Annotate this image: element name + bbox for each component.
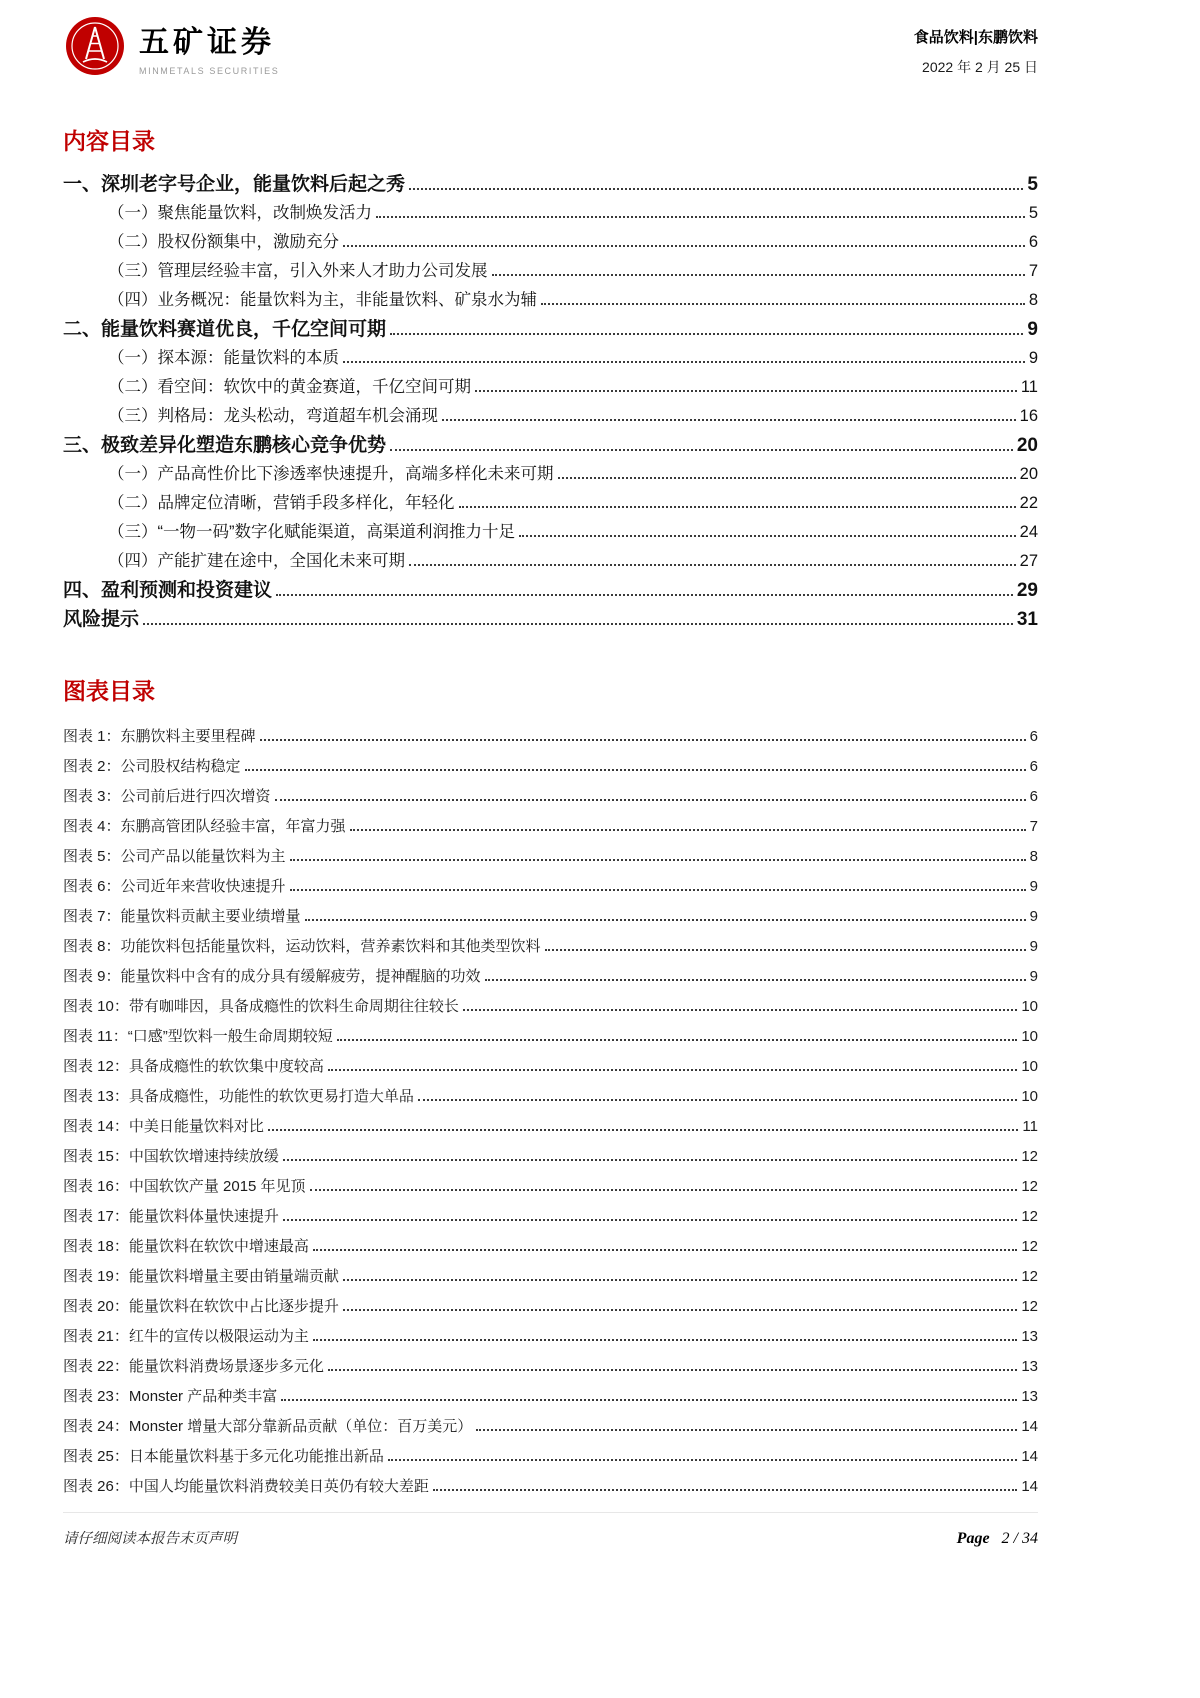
figure-entry[interactable] bbox=[63, 1112, 1038, 1142]
leader-dots bbox=[305, 919, 1026, 921]
figure-entry[interactable] bbox=[63, 1472, 1038, 1502]
figure-entry[interactable] bbox=[63, 902, 1038, 932]
figure-entry-page: 12 bbox=[1021, 1178, 1038, 1195]
toc-entry[interactable] bbox=[63, 228, 1038, 257]
toc-title: 内容目录 bbox=[63, 128, 155, 154]
leader-dots bbox=[519, 535, 1016, 537]
leader-dots bbox=[337, 1039, 1018, 1041]
leader-dots bbox=[388, 1459, 1017, 1461]
brand-name: 五矿证券 bbox=[139, 25, 275, 59]
leader-dots bbox=[328, 1069, 1017, 1071]
toc-entry[interactable] bbox=[63, 460, 1038, 489]
figure-entry-page: 8 bbox=[1029, 848, 1038, 865]
figure-entry-page: 10 bbox=[1021, 1058, 1038, 1075]
leader-dots bbox=[418, 1099, 1017, 1101]
figure-entry[interactable] bbox=[63, 1082, 1038, 1112]
leader-dots bbox=[283, 1219, 1017, 1221]
toc-entry[interactable] bbox=[63, 431, 1038, 460]
figure-entry-label: 图表 1：东鹏饮料主要里程碑 bbox=[63, 728, 256, 745]
figure-entry-page: 12 bbox=[1021, 1298, 1038, 1315]
toc-entry[interactable] bbox=[63, 518, 1038, 547]
toc-entry-label: 四、盈利预测和投资建议 bbox=[63, 580, 273, 601]
figure-entry-label: 图表 21：红牛的宣传以极限运动为主 bbox=[63, 1328, 309, 1345]
figure-entry-label: 图表 8：功能饮料包括能量饮料，运动饮料，营养素饮料和其他类型饮料 bbox=[63, 938, 541, 955]
figure-entry-page: 14 bbox=[1021, 1448, 1038, 1465]
figure-entry[interactable] bbox=[63, 1382, 1038, 1412]
figure-entry-page: 11 bbox=[1022, 1118, 1038, 1135]
leader-dots bbox=[545, 949, 1026, 951]
figure-entry-page: 10 bbox=[1021, 1088, 1038, 1105]
figure-entry-label: 图表 24：Monster 增量大部分靠新品贡献（单位：百万美元） bbox=[63, 1418, 473, 1435]
toc-entry-page: 24 bbox=[1019, 523, 1038, 541]
toc-entry-label: （三）管理层经验丰富，引入外来人才助力公司发展 bbox=[108, 262, 488, 280]
figure-entry[interactable] bbox=[63, 1022, 1038, 1052]
figure-entry-page: 12 bbox=[1021, 1208, 1038, 1225]
figure-entry[interactable] bbox=[63, 1202, 1038, 1232]
page-number: 2 / 34 bbox=[1001, 1530, 1038, 1547]
figure-entry-page: 13 bbox=[1021, 1388, 1038, 1405]
leader-dots bbox=[290, 859, 1026, 861]
figure-entry-page: 9 bbox=[1029, 968, 1038, 985]
toc-entry-label: （二）品牌定位清晰，营销手段多样化，年轻化 bbox=[108, 494, 455, 512]
figure-entry[interactable] bbox=[63, 872, 1038, 902]
figure-entry-label: 图表 7：能量饮料贡献主要业绩增量 bbox=[63, 908, 301, 925]
leader-dots bbox=[433, 1489, 1017, 1491]
toc-entry-page: 8 bbox=[1028, 291, 1038, 309]
figure-entry-label: 图表 13：具备成瘾性，功能性的软饮更易打造大单品 bbox=[63, 1088, 414, 1105]
figure-entry-label: 图表 15：中国软饮增速持续放缓 bbox=[63, 1148, 279, 1165]
figure-entry[interactable] bbox=[63, 1292, 1038, 1322]
toc-entry-label: （一）产品高性价比下渗透率快速提升，高端多样化未来可期 bbox=[108, 465, 554, 483]
figure-entry[interactable] bbox=[63, 722, 1038, 752]
figure-entry-page: 14 bbox=[1021, 1418, 1038, 1435]
toc-entry-label: （三）“一物一码”数字化赋能渠道，高渠道利润推力十足 bbox=[108, 523, 515, 541]
figure-entry-label: 图表 25：日本能量饮料基于多元化功能推出新品 bbox=[63, 1448, 384, 1465]
figure-entry-label: 图表 20：能量饮料在软饮中占比逐步提升 bbox=[63, 1298, 339, 1315]
leader-dots bbox=[409, 188, 1023, 190]
leader-dots bbox=[376, 216, 1025, 218]
figure-entry[interactable] bbox=[63, 1052, 1038, 1082]
leader-dots bbox=[459, 506, 1016, 508]
toc-entry[interactable] bbox=[63, 199, 1038, 228]
leader-dots bbox=[492, 274, 1025, 276]
figure-entry[interactable] bbox=[63, 812, 1038, 842]
leader-dots bbox=[343, 1309, 1017, 1311]
toc-entry-label: （二）看空间：软饮中的黄金赛道，千亿空间可期 bbox=[108, 378, 471, 396]
leader-dots bbox=[245, 769, 1026, 771]
brand-subtitle: MINMETALS SECURITIES bbox=[139, 65, 280, 76]
figure-entry[interactable] bbox=[63, 1442, 1038, 1472]
toc-entry-label: 三、极致差异化塑造东鹏核心竞争优势 bbox=[63, 435, 387, 456]
figure-entry-page: 9 bbox=[1029, 908, 1038, 925]
figure-entry[interactable] bbox=[63, 962, 1038, 992]
toc-entry[interactable] bbox=[63, 576, 1038, 605]
toc-entry[interactable] bbox=[63, 605, 1038, 634]
figure-entry-page: 13 bbox=[1021, 1358, 1038, 1375]
leader-dots bbox=[343, 1279, 1017, 1281]
toc-entry-label: （三）判格局：龙头松动，弯道超车机会涌现 bbox=[108, 407, 438, 425]
leader-dots bbox=[310, 1189, 1018, 1191]
figure-entry[interactable] bbox=[63, 932, 1038, 962]
figure-entry[interactable] bbox=[63, 1352, 1038, 1382]
toc-entry-page: 6 bbox=[1028, 233, 1038, 251]
toc-list bbox=[63, 170, 1038, 634]
toc-entry-page: 5 bbox=[1028, 204, 1038, 222]
figure-entry-label: 图表 3：公司前后进行四次增资 bbox=[63, 788, 271, 805]
figure-entry-label: 图表 22：能量饮料消费场景逐步多元化 bbox=[63, 1358, 324, 1375]
figure-entry[interactable] bbox=[63, 842, 1038, 872]
toc-entry-page: 16 bbox=[1019, 407, 1038, 425]
figure-entry-label: 图表 16：中国软饮产量 2015 年见顶 bbox=[63, 1178, 306, 1195]
figure-entry-page: 12 bbox=[1021, 1238, 1038, 1255]
figure-entry-label: 图表 6：公司近年来营收快速提升 bbox=[63, 878, 286, 895]
figure-entry-label: 图表 12：具备成瘾性的软饮集中度较高 bbox=[63, 1058, 324, 1075]
leader-dots bbox=[442, 419, 1016, 421]
figure-entry-label: 图表 2：公司股权结构稳定 bbox=[63, 758, 241, 775]
figure-entry[interactable] bbox=[63, 1412, 1038, 1442]
toc-entry-page: 5 bbox=[1027, 174, 1038, 195]
footer-disclaimer: 请仔细阅读本报告末页声明 bbox=[63, 1531, 237, 1547]
figure-entry-page: 12 bbox=[1021, 1268, 1038, 1285]
leader-dots bbox=[268, 1129, 1019, 1131]
toc-entry-page: 11 bbox=[1020, 378, 1038, 396]
figure-entry-page: 7 bbox=[1029, 818, 1038, 835]
toc-entry[interactable] bbox=[63, 547, 1038, 576]
figure-entry-page: 6 bbox=[1029, 728, 1038, 745]
figure-entry-page: 10 bbox=[1021, 998, 1038, 1015]
leader-dots bbox=[343, 361, 1025, 363]
leader-dots bbox=[260, 739, 1026, 741]
figure-entry-page: 6 bbox=[1029, 788, 1038, 805]
page-indicator bbox=[957, 1530, 1038, 1548]
figure-entry[interactable] bbox=[63, 752, 1038, 782]
leader-dots bbox=[143, 623, 1013, 625]
figure-entry-page: 9 bbox=[1029, 878, 1038, 895]
leader-dots bbox=[290, 889, 1026, 891]
report-footer bbox=[63, 1512, 1038, 1548]
figure-entry[interactable] bbox=[63, 1322, 1038, 1352]
leader-dots bbox=[558, 477, 1016, 479]
minmetals-logo-icon bbox=[63, 14, 127, 78]
figure-entry-label: 图表 4：东鹏高管团队经验丰富，年富力强 bbox=[63, 818, 346, 835]
figure-entry-label: 图表 5：公司产品以能量饮料为主 bbox=[63, 848, 286, 865]
report-date: 2022 年 2 月 25 日 bbox=[922, 59, 1038, 75]
figure-entry-page: 13 bbox=[1021, 1328, 1038, 1345]
toc-entry-page: 9 bbox=[1027, 319, 1038, 340]
figure-entry-page: 6 bbox=[1029, 758, 1038, 775]
figure-list bbox=[63, 722, 1038, 1502]
figure-entry[interactable] bbox=[63, 992, 1038, 1022]
leader-dots bbox=[390, 449, 1013, 451]
toc-entry[interactable] bbox=[63, 257, 1038, 286]
toc-entry[interactable] bbox=[63, 344, 1038, 373]
leader-dots bbox=[313, 1249, 1017, 1251]
report-category: 食品饮料|东鹏饮料 bbox=[913, 29, 1038, 46]
figure-entry-label: 图表 19：能量饮料增量主要由销量端贡献 bbox=[63, 1268, 339, 1285]
leader-dots bbox=[343, 245, 1025, 247]
toc-entry-label: 风险提示 bbox=[63, 609, 140, 630]
figure-entry[interactable] bbox=[63, 1142, 1038, 1172]
toc-entry[interactable] bbox=[63, 489, 1038, 518]
figure-entry-label: 图表 10：带有咖啡因，具备成瘾性的饮料生命周期往往较长 bbox=[63, 998, 459, 1015]
figure-entry-label: 图表 9：能量饮料中含有的成分具有缓解疲劳，提神醒脑的功效 bbox=[63, 968, 481, 985]
toc-entry-page: 29 bbox=[1016, 580, 1038, 601]
figure-entry-page: 9 bbox=[1029, 938, 1038, 955]
figure-entry-label: 图表 18：能量饮料在软饮中增速最高 bbox=[63, 1238, 309, 1255]
figure-entry-label: 图表 11：“口感”型饮料一般生命周期较短 bbox=[63, 1028, 333, 1045]
leader-dots bbox=[541, 303, 1025, 305]
leader-dots bbox=[350, 829, 1026, 831]
figures-title: 图表目录 bbox=[63, 678, 155, 704]
leader-dots bbox=[275, 799, 1026, 801]
toc-entry-label: （一）聚焦能量饮料，改制焕发活力 bbox=[108, 204, 372, 222]
toc-entry[interactable] bbox=[63, 286, 1038, 315]
figure-entry-label: 图表 23：Monster 产品种类丰富 bbox=[63, 1388, 278, 1405]
brand-text bbox=[139, 17, 279, 76]
leader-dots bbox=[281, 1399, 1017, 1401]
leader-dots bbox=[276, 594, 1013, 596]
leader-dots bbox=[313, 1339, 1017, 1341]
figure-entry-label: 图表 26：中国人均能量饮料消费较美日英仍有较大差距 bbox=[63, 1478, 429, 1495]
toc-entry-label: （一）探本源：能量饮料的本质 bbox=[108, 349, 339, 367]
toc-entry[interactable] bbox=[63, 373, 1038, 402]
toc-entry-page: 22 bbox=[1019, 494, 1038, 512]
figure-entry[interactable] bbox=[63, 1232, 1038, 1262]
toc-entry-label: （四）业务概况：能量饮料为主，非能量饮料、矿泉水为辅 bbox=[108, 291, 537, 309]
toc-entry-page: 27 bbox=[1019, 552, 1038, 570]
header-right bbox=[914, 14, 1038, 77]
figure-entry-label: 图表 17：能量饮料体量快速提升 bbox=[63, 1208, 279, 1225]
brand bbox=[63, 14, 279, 78]
figure-entry-page: 10 bbox=[1021, 1028, 1038, 1045]
leader-dots bbox=[328, 1369, 1017, 1371]
toc-entry-page: 9 bbox=[1028, 349, 1038, 367]
toc-entry-label: 二、能量饮料赛道优良，千亿空间可期 bbox=[63, 319, 387, 340]
figure-entry-page: 12 bbox=[1021, 1148, 1038, 1165]
leader-dots bbox=[463, 1009, 1017, 1011]
figure-entry[interactable] bbox=[63, 1262, 1038, 1292]
toc-entry-label: （二）股权份额集中，激励充分 bbox=[108, 233, 339, 251]
toc-entry-page: 31 bbox=[1016, 609, 1038, 630]
figure-entry[interactable] bbox=[63, 782, 1038, 812]
figure-entry-page: 14 bbox=[1021, 1478, 1038, 1495]
toc-entry[interactable] bbox=[63, 315, 1038, 344]
toc-entry-label: 一、深圳老字号企业，能量饮料后起之秀 bbox=[63, 174, 406, 195]
leader-dots bbox=[485, 979, 1026, 981]
leader-dots bbox=[409, 564, 1016, 566]
toc-entry-page: 20 bbox=[1016, 435, 1038, 456]
toc-entry[interactable] bbox=[63, 170, 1038, 199]
report-header bbox=[63, 14, 1038, 92]
toc-entry-page: 7 bbox=[1028, 262, 1038, 280]
toc-entry-page: 20 bbox=[1019, 465, 1038, 483]
figure-entry-label: 图表 14：中美日能量饮料对比 bbox=[63, 1118, 264, 1135]
toc-entry[interactable] bbox=[63, 402, 1038, 431]
leader-dots bbox=[476, 1429, 1017, 1431]
leader-dots bbox=[475, 390, 1017, 392]
page-label: Page bbox=[956, 1530, 990, 1547]
leader-dots bbox=[390, 333, 1023, 335]
figure-entry[interactable] bbox=[63, 1172, 1038, 1202]
leader-dots bbox=[283, 1159, 1017, 1161]
toc-entry-label: （四）产能扩建在途中，全国化未来可期 bbox=[108, 552, 405, 570]
